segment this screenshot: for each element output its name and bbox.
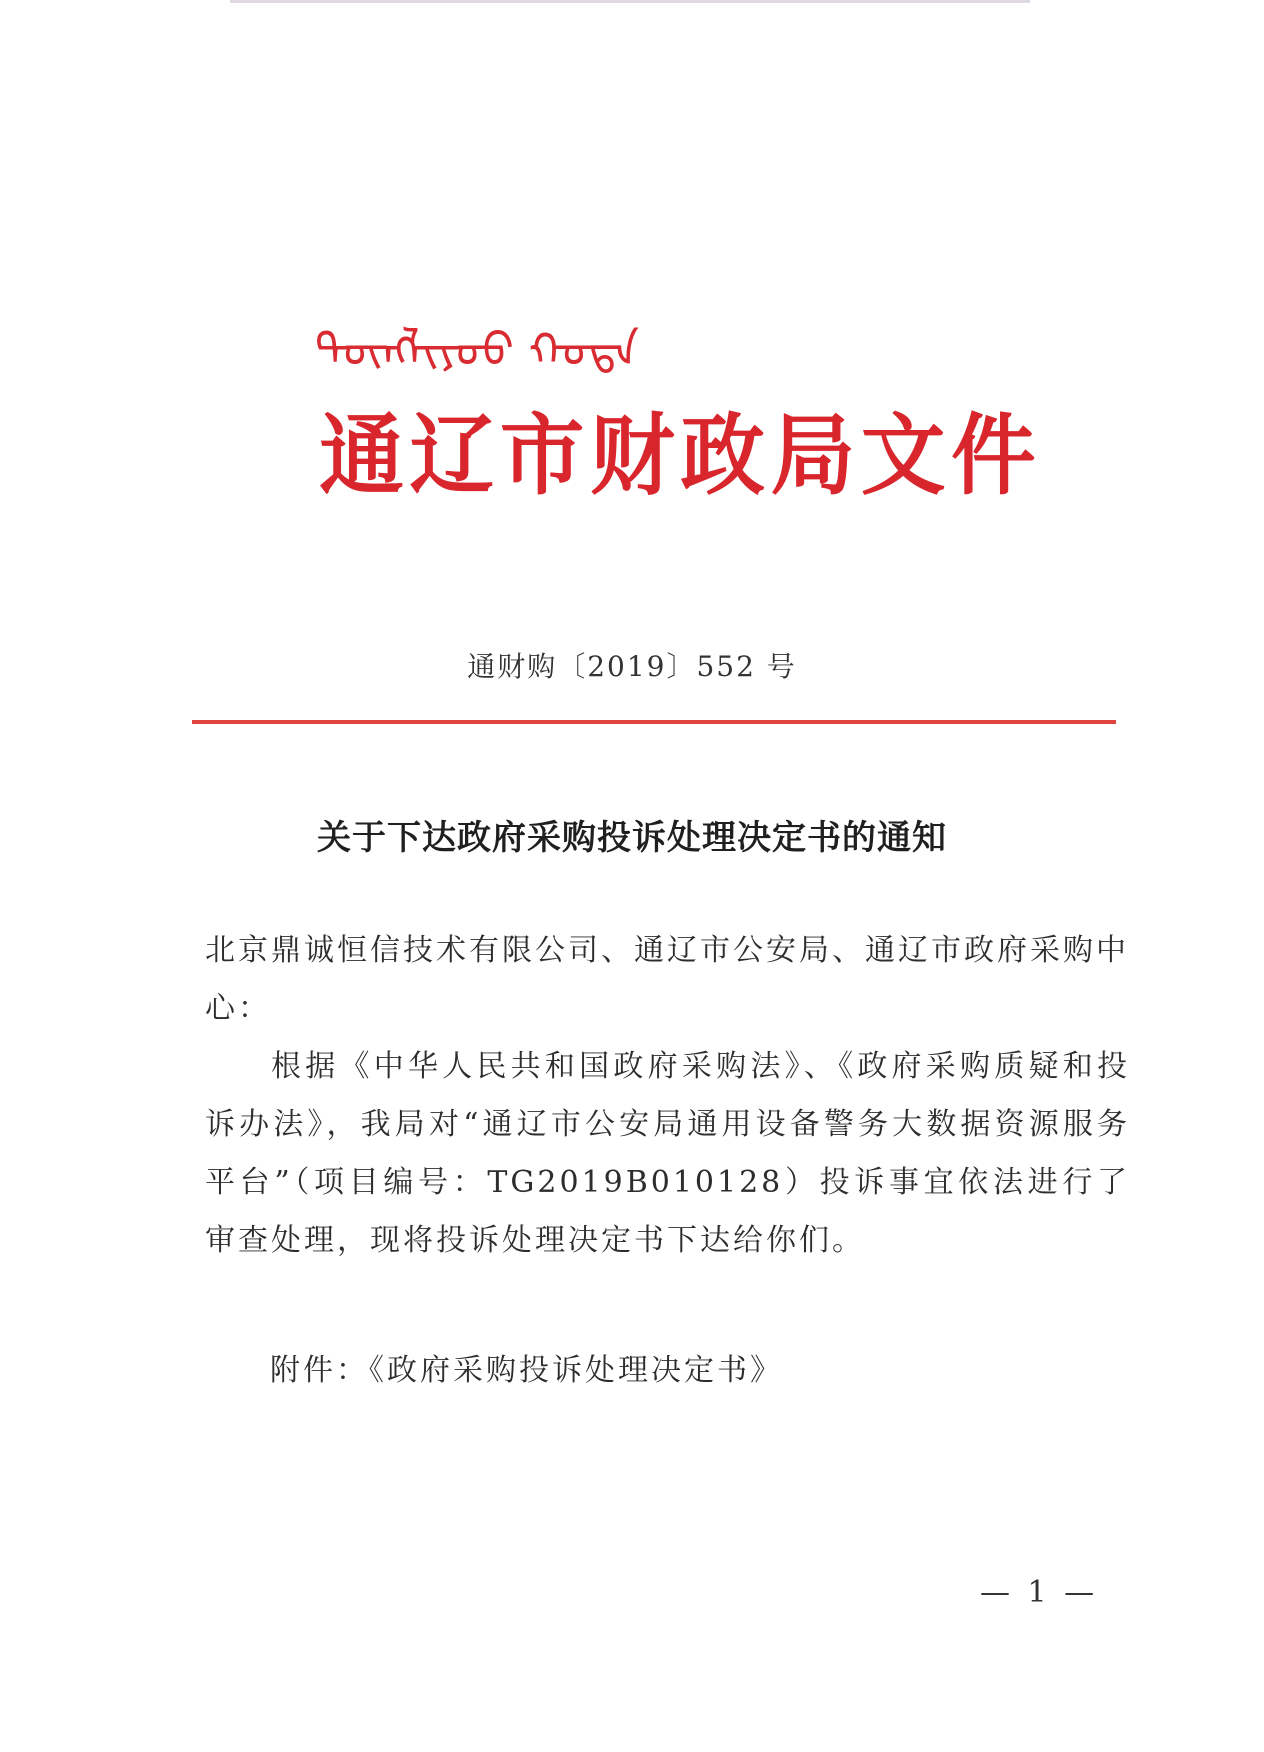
body-paragraph: 根据《中华人民共和国政府采购法》、《政府采购质疑和投诉办法》，我局对“通辽市公安局通用设备警务大数据资源服务平台”（项目编号：TG2019B010128）投诉事宜依法进行了审查处理，现将投诉处理决定书下达给你们。 (205, 1049, 1130, 1258)
red-divider-line (192, 720, 1116, 724)
mongolian-header-title: ᠲᠦᠩᠯᠢᠶᠣᠤ ᠬᠣᠲᠠ (315, 323, 640, 377)
attachment-line: 附件：《政府采购投诉处理决定书》 (270, 1353, 783, 1388)
notice-title: 关于下达政府采购投诉处理决定书的通知 (317, 818, 947, 858)
document-header-title: 通辽市财政局文件 (319, 403, 1042, 507)
document-number: 通财购〔2019〕552 号 (467, 650, 797, 683)
recipients: 北京鼎诚恒信技术有限公司、通辽市公安局、通辽市政府采购中心： (205, 933, 1129, 1026)
scan-edge (230, 0, 1030, 3)
page-number: — 1 — (980, 1575, 1099, 1610)
